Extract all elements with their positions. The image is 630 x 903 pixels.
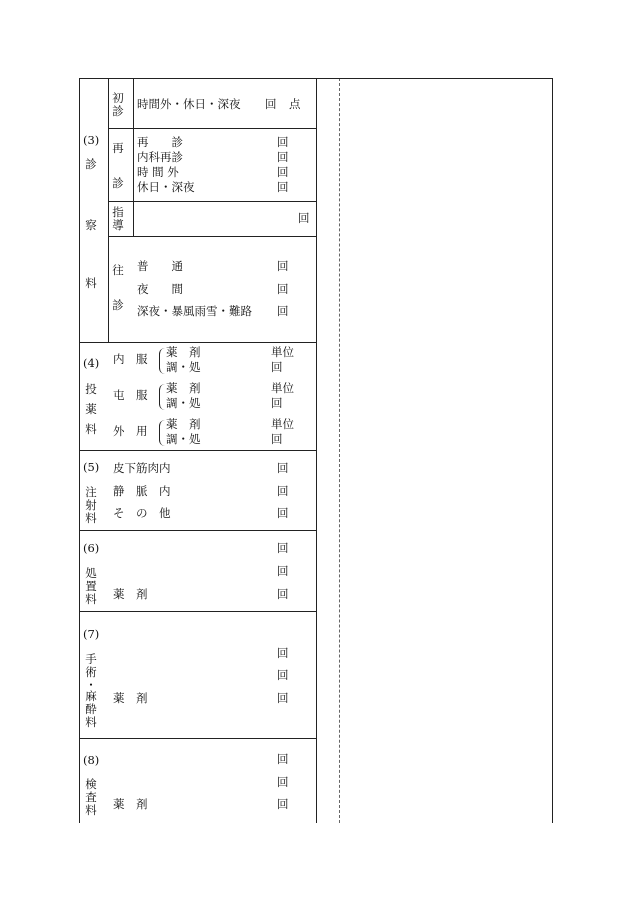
group-name: 内 服 <box>113 352 148 366</box>
table-col2-border <box>108 78 109 343</box>
section-label-char: 察 <box>85 218 97 232</box>
table-main-divider <box>316 78 317 823</box>
list-item: 再 診 <box>137 135 183 149</box>
list-item: 薬 剤 <box>166 381 201 395</box>
drug-label: 薬 剤 <box>113 797 148 811</box>
table-dashed-divider <box>339 78 340 823</box>
list-item: 薬 剤 <box>166 345 201 359</box>
section-label-char: 射 <box>85 498 97 512</box>
section-label-char: 術 <box>85 665 97 679</box>
section-number: (4) <box>83 356 100 370</box>
section-label-char: 置 <box>85 579 97 593</box>
unit-label: 回 <box>277 506 289 520</box>
unit-label: 点 <box>289 97 301 111</box>
unit-label: 回 <box>277 564 289 578</box>
list-item: 調・処 <box>166 396 201 410</box>
section-label-char: 料 <box>85 715 97 729</box>
unit-label: 回 <box>277 752 289 766</box>
brace-icon <box>159 384 166 410</box>
unit-label: 回 <box>271 360 283 374</box>
shoshin-text: 時間外・休日・深夜 <box>137 97 241 111</box>
section-label-char: 査 <box>85 790 97 804</box>
list-item: 皮下筋肉内 <box>113 461 171 475</box>
unit-label: 単位 <box>271 345 294 359</box>
section-label-char: 料 <box>85 422 97 436</box>
list-item: 休日・深夜 <box>137 180 195 194</box>
list-item: そ の 他 <box>113 506 171 520</box>
unit-label: 回 <box>277 165 289 179</box>
section-label-char: 検 <box>85 777 97 791</box>
section-label-char: ・ <box>85 678 97 692</box>
sub-label-char: 導 <box>112 218 124 232</box>
table-top-border <box>79 78 553 79</box>
list-item: 薬 剤 <box>166 417 201 431</box>
section-sep-6 <box>79 611 316 612</box>
section-label-char: 酔 <box>85 702 97 716</box>
section-label-char: 注 <box>85 485 97 499</box>
unit-label: 回 <box>277 135 289 149</box>
list-item: 時 間 外 <box>137 165 179 179</box>
list-item: 静 脈 内 <box>113 484 171 498</box>
row-sep-saishin <box>108 201 316 202</box>
section-label-char: 手 <box>85 652 97 666</box>
section-label-char: 料 <box>85 592 97 606</box>
section-number: (7) <box>83 627 100 641</box>
section-label-char: 診 <box>85 157 97 171</box>
unit-label: 回 <box>271 396 283 410</box>
drug-label: 薬 剤 <box>113 691 148 705</box>
sub-label-char: 指 <box>112 205 124 219</box>
table-right-border <box>552 78 553 823</box>
unit-label: 回 <box>277 691 289 705</box>
unit-label: 単位 <box>271 381 294 395</box>
brace-icon <box>159 348 166 374</box>
section-number: (6) <box>83 541 100 555</box>
brace-icon <box>159 420 166 446</box>
group-name: 屯 服 <box>113 388 148 402</box>
sub-label-char: 再 <box>112 141 124 155</box>
unit-label: 回 <box>277 775 289 789</box>
unit-label: 回 <box>277 646 289 660</box>
section-label-char: 料 <box>85 276 97 290</box>
list-item: 深夜・暴風雨雪・難路 <box>137 304 252 318</box>
sub-label-char: 診 <box>112 298 124 312</box>
row-sep-shido <box>108 236 316 237</box>
sub-label-char: 往 <box>112 263 124 277</box>
section-sep-5 <box>79 530 316 531</box>
unit-label: 回 <box>277 282 289 296</box>
list-item: 調・処 <box>166 432 201 446</box>
unit-label: 回 <box>277 461 289 475</box>
list-item: 調・処 <box>166 360 201 374</box>
unit-label: 回 <box>277 304 289 318</box>
unit-label: 回 <box>277 150 289 164</box>
section-label-char: 麻 <box>85 689 97 703</box>
sub-label-char: 診 <box>112 176 124 190</box>
section-sep-3 <box>79 342 316 343</box>
row-sep-shoshin <box>108 128 316 129</box>
sub-label-char: 診 <box>112 104 124 118</box>
unit-label: 回 <box>277 484 289 498</box>
unit-label: 回 <box>277 259 289 273</box>
unit-label: 回 <box>277 668 289 682</box>
list-item: 夜 間 <box>137 282 183 296</box>
unit-label: 単位 <box>271 417 294 431</box>
unit-label: 回 <box>277 180 289 194</box>
unit-label: 回 <box>277 541 289 555</box>
section-label-char: 料 <box>85 511 97 525</box>
table-col3-border <box>133 78 134 236</box>
group-name: 外 用 <box>113 424 148 438</box>
section-label-char: 処 <box>85 566 97 580</box>
section-number: (8) <box>83 753 100 767</box>
unit-label: 回 <box>277 797 289 811</box>
section-number: (5) <box>83 460 100 474</box>
section-sep-7 <box>79 738 316 739</box>
list-item: 内科再診 <box>137 150 183 164</box>
section-label-char: 投 <box>85 382 97 396</box>
list-item: 普 通 <box>137 259 183 273</box>
section-number: (3) <box>83 133 100 147</box>
unit-label: 回 <box>265 97 277 111</box>
drug-label: 薬 剤 <box>113 587 148 601</box>
section-sep-4 <box>79 450 316 451</box>
unit-label: 回 <box>271 432 283 446</box>
section-label-char: 薬 <box>85 402 97 416</box>
sub-label-char: 初 <box>112 91 124 105</box>
unit-label: 回 <box>298 211 310 225</box>
section-label-char: 料 <box>85 803 97 817</box>
unit-label: 回 <box>277 587 289 601</box>
